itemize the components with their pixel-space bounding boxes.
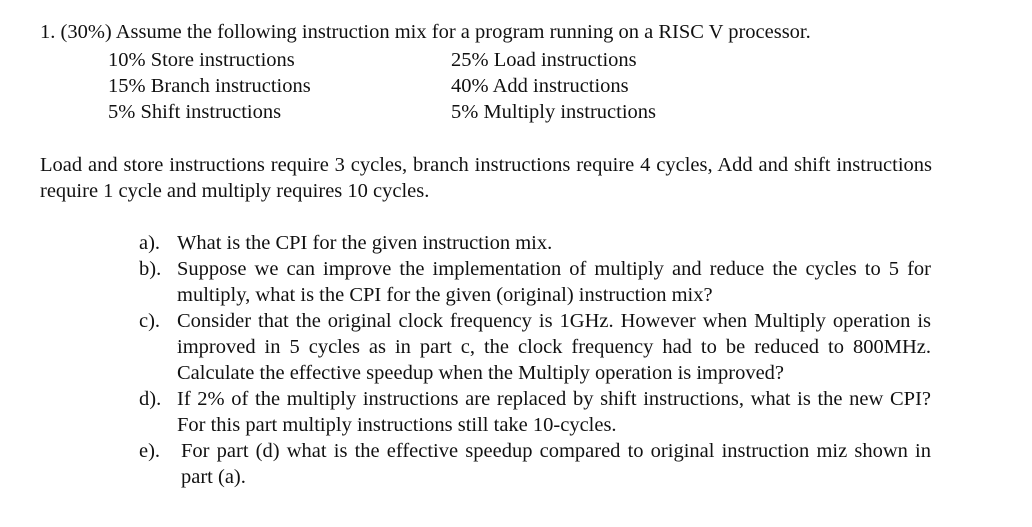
mix-shift: 5% Shift instructions [108, 101, 282, 123]
question-text: For part (d) what is the effective speedup compared to original instruction miz shown in part (a). [181, 440, 931, 488]
question-c [139, 308, 931, 386]
question-text: If 2% of the multiply instructions are replaced by shift instructions, what is the new CPI? For this part multiply instructions still take 10-cycles. [177, 388, 931, 436]
mix-multiply: 5% Multiply instructions [451, 101, 656, 123]
problem-title: 1. (30%) Assume the following instruction mix for a program running on a RISC V processor. [40, 21, 811, 43]
question-label: c). [139, 310, 161, 332]
question-label: d). [139, 388, 162, 410]
mix-branch: 15% Branch instructions [108, 75, 311, 97]
question-list [139, 230, 931, 490]
question-label: e). [139, 440, 161, 462]
mix-store: 10% Store instructions [108, 49, 295, 71]
question-text: What is the CPI for the given instruction mix. [177, 232, 553, 254]
question-b [139, 256, 931, 308]
question-label: b). [139, 258, 162, 280]
instruction-mix [108, 47, 748, 125]
question-text: Consider that the original clock frequency is 1GHz. However when Multiply operation is improved in 5 cycles as in part c, the clock frequency had to be reduced to 800MHz. Calculate the effective speedup when the Multiply operation is improved? [177, 310, 931, 384]
question-label: a). [139, 232, 161, 254]
cycle-description: Load and store instructions require 3 cycles, branch instructions require 4 cycles, Add and shift instructions require 1 cycle and multiply requires 10 cycles. [40, 154, 932, 202]
question-text: Suppose we can improve the implementation of multiply and reduce the cycles to 5 for multiply, what is the CPI for the given (original) instruction mix? [177, 258, 931, 306]
question-a [139, 230, 931, 256]
question-e [139, 438, 931, 490]
mix-add: 40% Add instructions [451, 75, 629, 97]
mix-load: 25% Load instructions [451, 49, 637, 71]
question-d [139, 386, 931, 438]
